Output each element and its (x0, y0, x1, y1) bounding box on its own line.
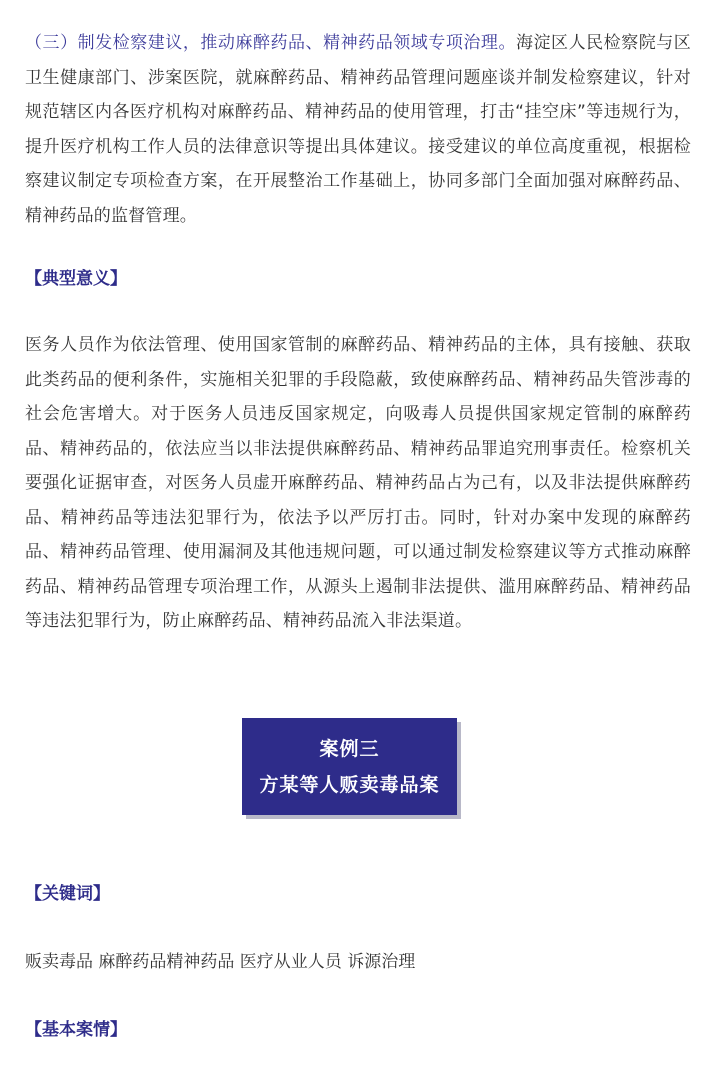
keywords-heading: 【关键词】 (25, 884, 110, 904)
significance-paragraph: 医务人员作为依法管理、使用国家管制的麻醉药品、精神药品的主体，具有接触、获取此类药品的便利条件，实施相关犯罪的手段隐蔽，致使麻醉药品、精神药品失管涉毒的社会危害增大。对于医务人员违反国家规定，向吸毒人员提供国家规定管制的麻醉药品、精神药品的，依法应当以非法提供麻醉药品、精神药品罪追究刑事责任。检察机关要强化证据审查，对医务人员虚开麻醉药品、精神药品占为己有，以及非法提供麻醉药品、精神药品等违法犯罪行为，依法予以严厉打击。同时，针对办案中发现的麻醉药品、精神药品管理、使用漏洞及其他违规问题，可以通过制发检察建议等方式推动麻醉药品、精神药品管理专项治理工作，从源头上遏制非法提供、滥用麻醉药品、精神药品等违法犯罪行为，防止麻醉药品、精神药品流入非法渠道。 (25, 335, 691, 631)
recommendation-body: 海淀区人民检察院与区卫生健康部门、涉案医院，就麻醉药品、精神药品管理问题座谈并制发检察建议，针对规范辖区内各医疗机构对麻醉药品、精神药品的使用管理，打击“挂空床”等违规行为，提升医疗机构工作人员的法律意识等提出具体建议。接受建议的单位高度重视，根据检察建议制定专项检查方案，在开展整治工作基础上，协同多部门全面加强对麻醉药品、精神药品的监督管理。 (25, 33, 691, 226)
case-title: 方某等人贩卖毒品案 (259, 773, 440, 796)
recommendation-paragraph (25, 26, 691, 233)
case-number: 案例三 (319, 737, 380, 760)
case-title-box (242, 718, 457, 815)
keywords-text: 贩卖毒品 麻醉药品精神药品 医疗从业人员 诉源治理 (25, 952, 416, 972)
significance-heading: 【典型意义】 (25, 269, 127, 289)
recommendation-lead: （三）制发检察建议，推动麻醉药品、精神药品领域专项治理。 (25, 33, 516, 53)
facts-heading: 【基本案情】 (25, 1020, 127, 1040)
